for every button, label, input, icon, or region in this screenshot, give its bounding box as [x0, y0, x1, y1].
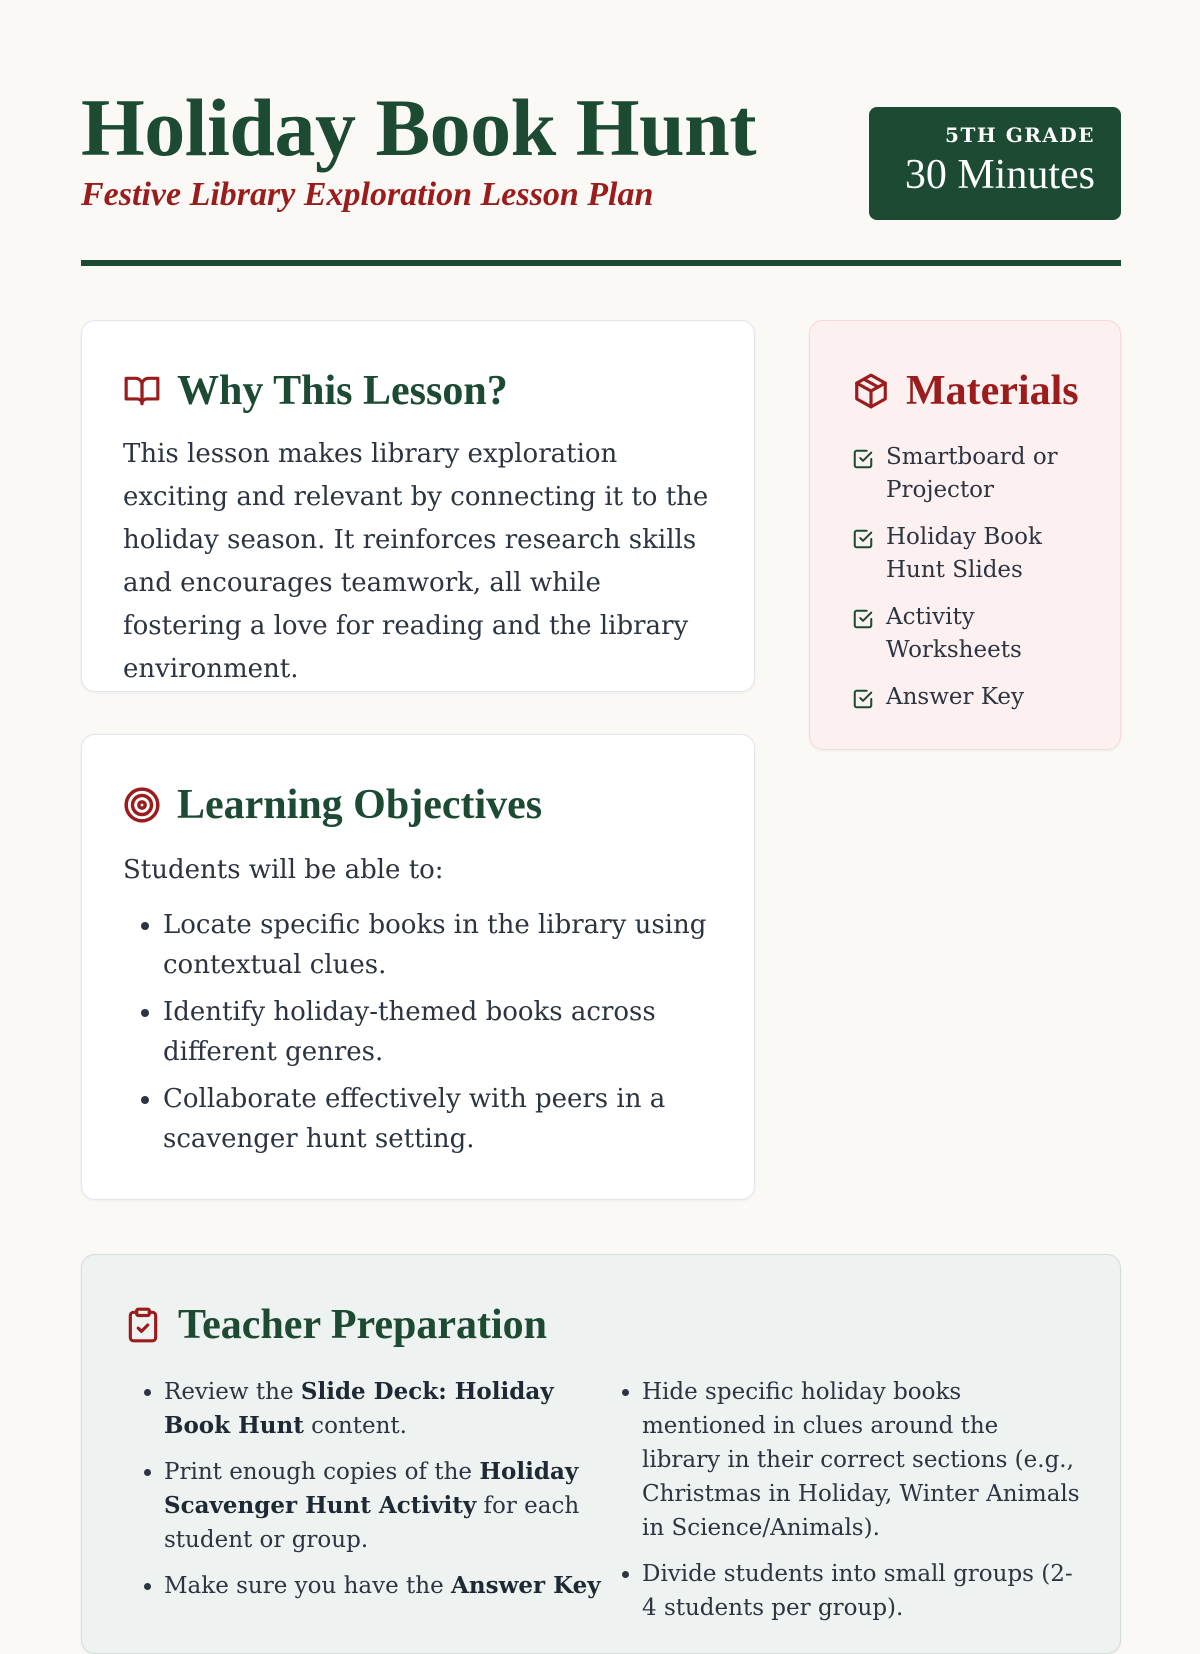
materials-item-label: Activity Worksheets [886, 604, 1022, 663]
teacher-prep-title: Teacher Preparation [178, 1302, 548, 1348]
target-icon [123, 786, 161, 824]
why-lesson-text: This lesson makes library exploration exciting and relevant by connecting it to the holiday season. It reinforces research skills and encourages teamwork, all while fostering a love for reading and the library environment. [123, 439, 709, 684]
clipboard-check-icon [124, 1306, 162, 1344]
objectives-intro: Students will be able to: [123, 855, 444, 885]
checkbox-checked-icon [852, 688, 874, 710]
objective-item: • Locate specific books in the library using contextual clues. [163, 905, 714, 985]
prep-column-left [124, 1375, 602, 1637]
materials-item [852, 681, 1100, 714]
objectives-card [81, 734, 755, 1200]
duration-label: 30 Minutes [904, 152, 1095, 198]
objectives-title: Learning Objectives [177, 782, 543, 828]
objective-item: • Identify holiday-themed books across different genres. [163, 992, 714, 1072]
objectives-list [123, 905, 714, 1159]
objective-item: • Collaborate effectively with peers in a scavenger hunt setting. [163, 1079, 714, 1159]
book-open-icon [123, 372, 161, 410]
checkbox-checked-icon [852, 528, 874, 550]
teacher-prep-card [81, 1254, 1121, 1654]
prep-item: • Make sure you have the Answer Key [164, 1569, 602, 1603]
checkbox-checked-icon [852, 608, 874, 630]
materials-item-label: Holiday Book Hunt Slides [886, 524, 1042, 583]
why-lesson-card [81, 320, 755, 692]
page-title: Holiday Book Hunt [81, 82, 757, 173]
header-divider [81, 260, 1121, 266]
materials-list [852, 441, 1100, 714]
prep-column-right [602, 1375, 1080, 1637]
package-icon [852, 372, 890, 410]
checkbox-checked-icon [852, 448, 874, 470]
prep-item: • Hide specific holiday books mentioned in clues around the library in their correct sections (e.g., Christmas in Holiday, Winter Animals in Science/Animals). [642, 1375, 1080, 1545]
materials-item [852, 601, 1100, 667]
page-subtitle: Festive Library Exploration Lesson Plan [81, 176, 654, 213]
grade-duration-badge [869, 107, 1121, 220]
prep-item: • Divide students into small groups (2-4 students per group). [642, 1557, 1080, 1625]
materials-title: Materials [906, 368, 1079, 414]
prep-item: • Review the Slide Deck: Holiday Book Hunt content. [164, 1375, 602, 1443]
prep-item: • Print enough copies of the Holiday Scavenger Hunt Activity for each student or group. [164, 1455, 602, 1557]
why-lesson-title: Why This Lesson? [177, 368, 508, 414]
materials-item-label: Answer Key [886, 684, 1024, 710]
grade-label: 5TH GRADE [945, 123, 1095, 147]
materials-item-label: Smartboard or Projector [886, 444, 1058, 503]
materials-item [852, 441, 1100, 507]
header [81, 80, 1121, 230]
materials-card [809, 320, 1121, 750]
materials-item [852, 521, 1100, 587]
